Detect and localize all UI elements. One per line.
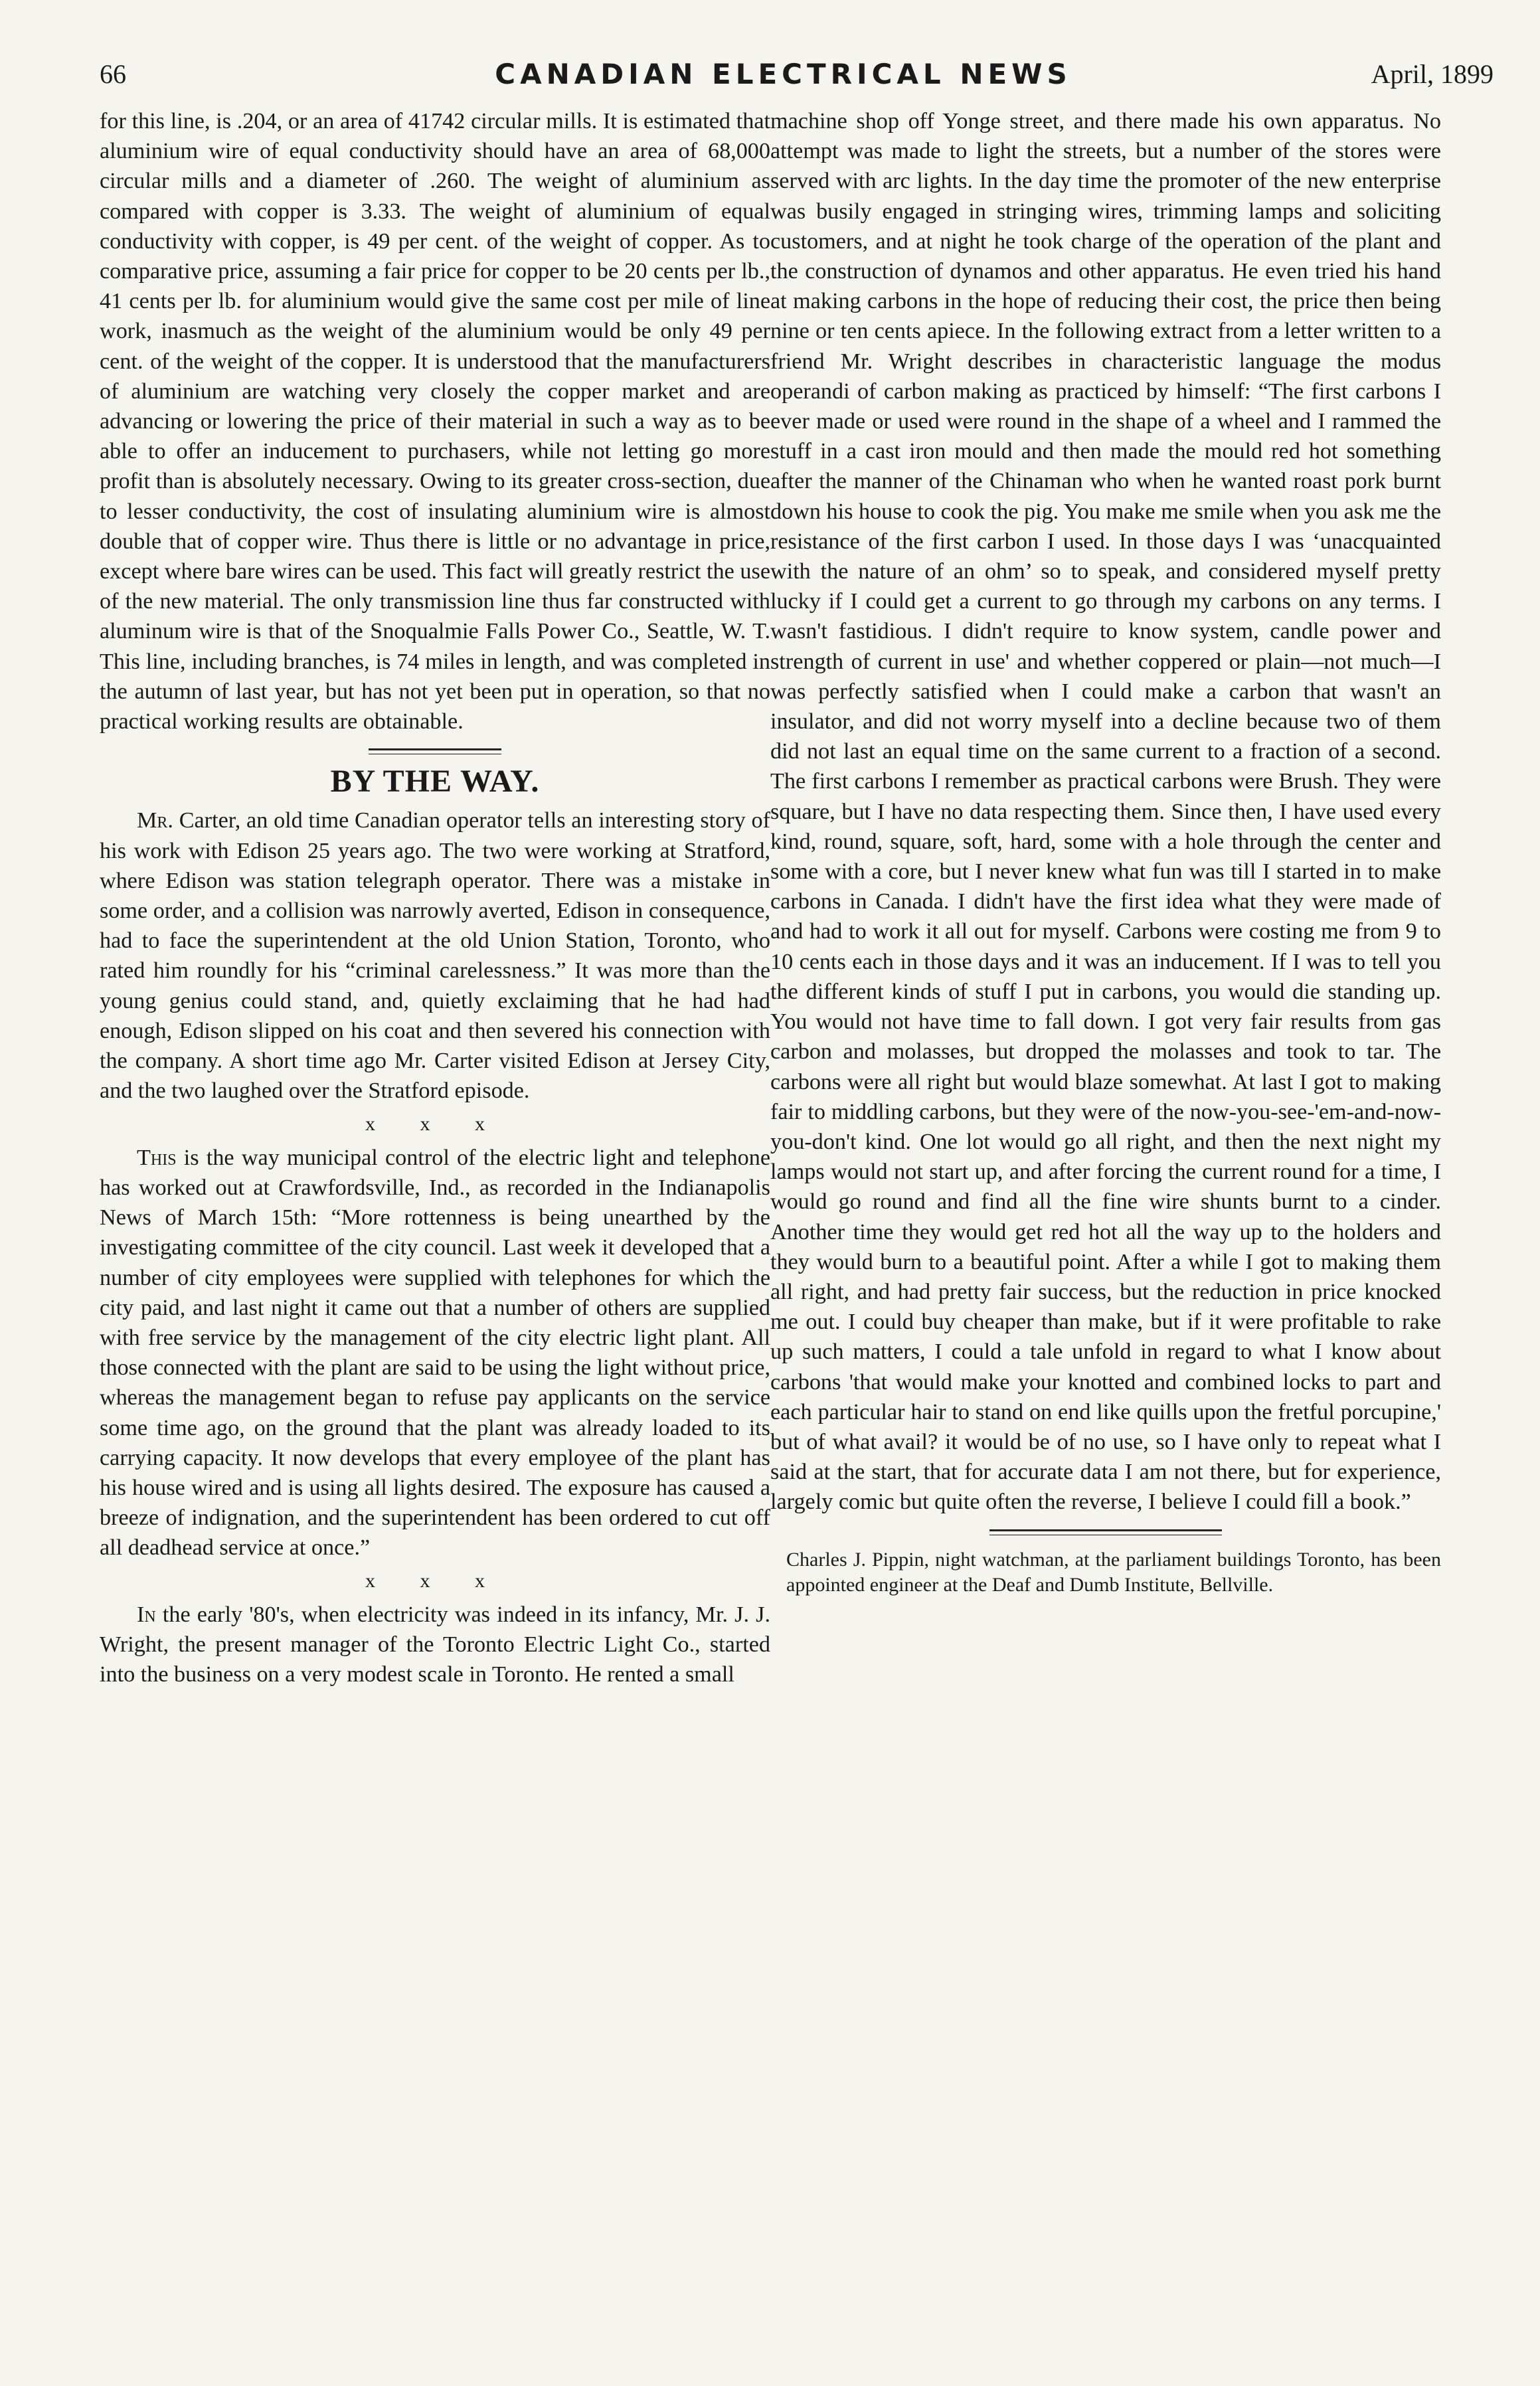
item-separator: x x x (365, 1569, 505, 1592)
carter-lead: Mr. (137, 808, 173, 833)
journal-title: CANADIAN ELECTRICAL NEWS (495, 57, 1072, 90)
page-number: 66 (100, 58, 126, 89)
crawfordsville-body: is the way municipal control of the electric light and telephone has worked out at Crawfordsville, Ind., as recorded in the Indianapolis News of March 15th: “More rottenness is being unearthed by the investigating committee of the city council. Last week it developed that a number of city employees were supplied with telephones for which the city paid, and last night it came out that a number of others are supplied with free service by the management of the city electric light plant. All those connected with the plant are said to be using the light without price, whereas the management began to refuse pay applicants on the service some time ago, on the ground that the plant was already loaded to its carrying capacity. It now develops that every employee of the plant has his house wired and is using all lights desired. The exposure has caused a breeze of indignation, and the superintendent has been ordered to cut off all deadhead service at once.” (100, 1145, 770, 1561)
section-divider (989, 1529, 1222, 1535)
section-title: BY THE WAY. (330, 764, 540, 800)
carter-story (100, 806, 770, 1106)
wright-story-continued: machine shop off Yonge street, and there made his own apparatus. No attempt was made to light the streets, but a number of the stores were served with arc lights. In the day time the promoter of the new enterprise was busily engaged in stringing wires, trimming lamps and soliciting customers, and at night he took charge of the operation of the plant and the construction of dynamos and other apparatus. He even tried his hand at making carbons in the hope of reducing their cost, the price then being nine or ten cents apiece. In the following extract from a letter written to a friend Mr. Wright describes in characteristic language the modus operandi of carbon making as practiced by himself: “The first carbons I ever made or used were round in the shape of a wheel and I rammed the stuff in a cast iron mould and then made the mould red hot something after the manner of the Chinaman who when he wanted roast pork burnt down his house to cook the pig. You make me smile when you ask me the resistance of the first carbon I used. In those days I was ‘unacquainted with the nature of an ohm’ so to speak, and considered myself pretty lucky if I could get a current to go through my carbons on any terms. I wasn't fastidious. I didn't require to know system, candle power and strength of current in use' and whether coppered or plain—not much—I was perfectly satisfied when I could make a carbon that wasn't an insulator, and did not worry myself into a decline because two of them did not last an equal time on the same current to a fraction of a second. The first carbons I remember as practical carbons were Brush. They were square, but I have no data respecting them. Since then, I have used every kind, round, square, soft, hard, some with a hole through the center and some with a core, but I never knew what fun was till I started in to make carbons in Canada. I didn't have the first idea what they were made of and had to work it all out for myself. Carbons were costing me from 9 to 10 cents each in those days and it was an inducement. If I was to tell you the different kinds of stuff I put in carbons, you would die standing up. You would not have time to fall down. I got very fair results from gas carbon and molasses, but dropped the molasses and took to tar. The carbons were all right but would blaze somewhat. At last I got to making fair to middling carbons, but they were of the now-you-see-'em-and-now-you-don't kind. One lot would go all right, and then the next night my lamps would not start up, and after forcing the current round for a time, I would go round and find all the fine wire shunts burnt to a cinder. Another time they would get red hot all the way up to the holders and they would burn to a beautiful point. After a while I got to making them all right, and had pretty fair success, but the reduction in price knocked me out. I could buy cheaper than make, but if it were profitable to rake up such matters, I could a tale unfold in regard to what I know about carbons 'that would make your knotted and combined locks to part and each particular hair to stand on end like quills upon the fretful porcupine,' but of what avail? it would be of no use, so I have only to repeat what I said at the start, that for accurate data I am not there, but for experience, largely comic but quite often the reverse, I believe I could fill a book.” (770, 109, 1441, 1515)
crawfordsville-story (100, 1143, 770, 1563)
right-column (770, 106, 1441, 1598)
crawfordsville-lead: This (137, 1145, 177, 1170)
page-header (100, 48, 1494, 100)
pippin-note: Charles J. Pippin, night watchman, at the parliament buildings Toronto, has been appointed engineer at the Deaf and Dumb Institute, Bellville. (786, 1548, 1441, 1596)
aluminium-article-continued: for this line, is .204, or an area of 41742 circular mills. It is estimated that aluminium wire of equal conductivity should have an area of 68,000 circular mills and a diameter of .260. The weight of aluminium as compared with copper is 3.33. The weight of aluminium of equal conductivity with copper, is 49 per cent. of the weight of copper. As to comparative price, assuming a fair price for copper to be 20 cents per lb., 41 cents per lb. for aluminium would give the same cost per mile of line work, inasmuch as the weight of the aluminium would be only 49 per cent. of the weight of the copper. It is understood that the manufacturers of aluminium are watching very closely the copper market and are advancing or lowering the price of their material in such a way as to be able to offer an inducement to purchasers, while not letting go more profit than is absolutely necessary. Owing to its greater cross-section, due to lesser conductivity, the cost of insulating aluminium wire is almost double that of copper wire. Thus there is little or no advantage in price, except where bare wires can be used. This fact will greatly restrict the use of the new material. The only transmission line thus far constructed with aluminum wire is that of the Snoqualmie Falls Power Co., Seattle, W. T. This line, including branches, is 74 miles in length, and was completed in the autumn of last year, but has not yet been put in operation, so that no practical working results are obtainable. (100, 109, 770, 734)
left-column (100, 106, 770, 1689)
wright-body: the early '80's, when electricity was indeed in its infancy, Mr. J. J. Wright, the present manager of the Toronto Electric Light Co., started into the business on a very modest scale in Toronto. He rented a small (100, 1602, 770, 1687)
issue-date: April, 1899 (1371, 58, 1494, 89)
section-divider (369, 748, 501, 754)
wright-story (100, 1600, 770, 1690)
wright-lead: In (137, 1602, 156, 1627)
item-separator: x x x (365, 1112, 505, 1135)
carter-body: Carter, an old time Canadian operator tells an interesting story of his work with Edison 25 years ago. The two were working at Stratford, where Edison was station telegraph operator. There was a mistake in some order, and a collision was narrowly averted, Edison in consequence, had to face the superintendent at the old Union Station, Toronto, who rated him roundly for his “criminal carelessness.” It was more than the young genius could stand, and, quietly exclaiming that he had had enough, Edison slipped on his coat and then severed his connection with the company. A short time ago Mr. Carter visited Edison at Jersey City, and the two laughed over the Stratford episode. (100, 808, 770, 1104)
